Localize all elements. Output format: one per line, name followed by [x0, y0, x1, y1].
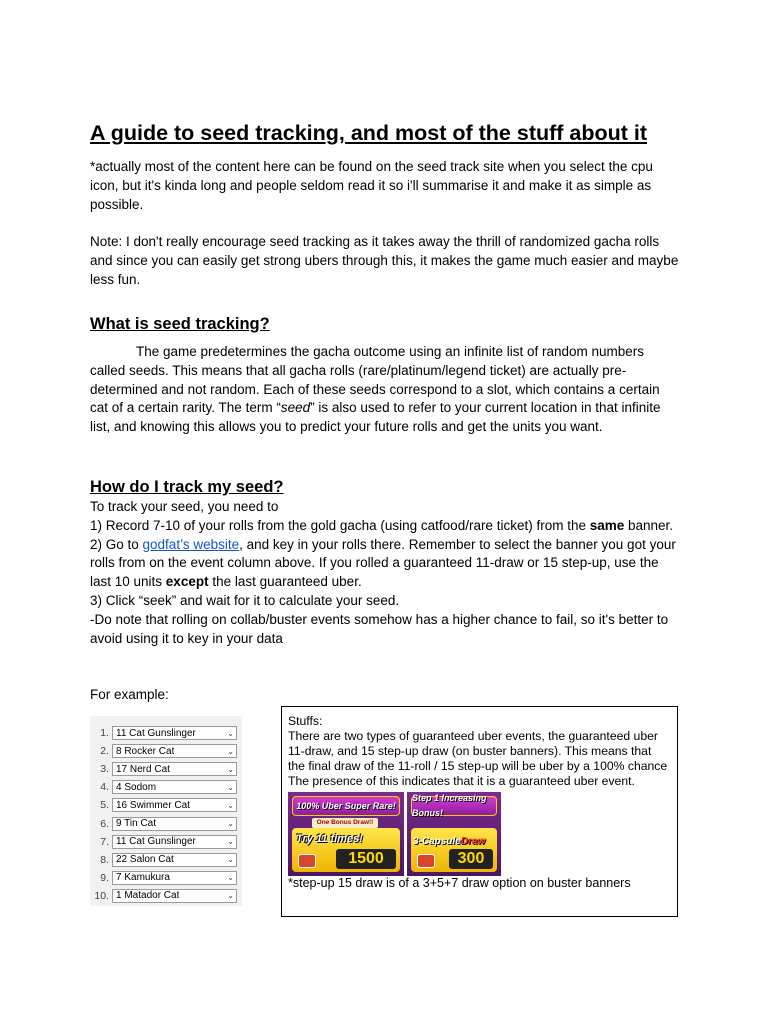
roll-dropdown-value: 22 Salon Cat: [116, 854, 174, 866]
roll-number: 7.: [100, 835, 109, 848]
roll-list: [90, 716, 242, 906]
step-1-text: 1) Record 7-10 of your rolls from the gold gacha (using catfood/rare ticket) from the: [90, 517, 590, 533]
chevron-updown-icon: ⌄: [227, 782, 234, 792]
chevron-updown-icon: ⌄: [227, 764, 234, 774]
how-steps: [90, 498, 680, 648]
roll-dropdown-value: 1 Matador Cat: [116, 890, 180, 902]
roll-row: [90, 796, 242, 814]
what-text-2: ” is also used to refer to your current location in that infinite list, and knowing this allows you to predict your future rolls and get the units you want.: [90, 400, 661, 435]
ticket-icon: [417, 854, 435, 868]
roll-row: [90, 760, 242, 778]
chevron-updown-icon: ⌄: [227, 891, 234, 901]
what-text-1: The game predetermines the gacha outcome using an infinite list of random numbers called seeds. This means that all gacha rolls (rare/platinum/legend ticket) are actually pre-determined and not random. Each of these seeds correspond to a slot, which contains a certain cat of a certain rarity. The term “: [90, 344, 660, 416]
capsule-label: 3-Capsule: [413, 836, 461, 847]
step-1: [90, 517, 680, 536]
roll-row: [90, 742, 242, 760]
example-label: For example:: [90, 687, 169, 702]
roll-dropdown-value: 17 Nerd Cat: [116, 763, 170, 775]
roll-number: 2.: [100, 745, 109, 758]
try-text: Try 11 times!: [296, 833, 363, 845]
step-3: 3) Click “seek” and wait for it to calculate your seed.: [90, 592, 400, 608]
page-title: A guide to seed tracking, and most of the stuff about it: [90, 121, 648, 145]
roll-row: [90, 869, 242, 887]
step-up-footnote: *step-up 15 draw is of a 3+5+7 draw option on buster banners: [288, 876, 631, 890]
seed-term: seed: [280, 400, 311, 416]
chevron-updown-icon: ⌄: [227, 837, 234, 847]
roll-row: [90, 724, 242, 742]
roll-dropdown-value: 8 Rocker Cat: [116, 745, 175, 757]
chevron-updown-icon: ⌄: [227, 819, 234, 829]
stuffs-paragraph-1: There are two types of guaranteed uber events, the guaranteed uber 11-draw, and 15 step-up draw (on buster banners). This means that the final draw of the 11-roll / 15 step-up will be uber by a 100% chance: [288, 729, 668, 773]
roll-dropdown-value: 16 Swimmer Cat: [116, 799, 190, 811]
roll-row: [90, 778, 242, 796]
step-note: -Do note that rolling on collab/buster events somehow has a higher chance to fail, so it's better to avoid using it to key in your data: [90, 611, 669, 646]
step-1-bold: same: [589, 517, 625, 533]
intro-paragraph: *actually most of the content here can be found on the seed track site when you select the cpu icon, but it's kinda long and people seldom read it so i'll summarise it and make it as simple as possible.: [90, 159, 653, 212]
roll-dropdown[interactable]: [112, 835, 237, 849]
roll-number: 9.: [100, 871, 109, 884]
section-heading-what: What is seed tracking?: [90, 315, 270, 333]
step-1-end: banner.: [624, 517, 674, 533]
roll-row: [90, 887, 242, 905]
step-2-mid: , and key in your rolls there. Remember to select the banner you got your rolls from on the event column above. If you rolled a guaranteed 11-draw or 15 step-up, use the last 10 units: [90, 536, 676, 590]
roll-number: 10.: [94, 889, 109, 902]
roll-row: [90, 814, 242, 832]
roll-dropdown[interactable]: [112, 780, 237, 794]
how-intro-line: To track your seed, you need to: [90, 499, 279, 514]
chevron-updown-icon: ⌄: [227, 873, 234, 883]
step-2-bold: except: [165, 574, 209, 590]
capsule-text: [413, 834, 485, 849]
roll-dropdown-value: 9 Tin Cat: [116, 818, 157, 830]
step-2-text: 2) Go to: [90, 536, 143, 552]
roll-dropdown[interactable]: [112, 798, 237, 812]
step-up-banner-image: [407, 792, 501, 876]
chevron-updown-icon: ⌄: [227, 855, 234, 865]
step-2: [90, 536, 680, 592]
what-is-seed-paragraph: [90, 343, 680, 437]
step-badge: Step 1 Increasing Bonus!: [411, 796, 497, 816]
chevron-updown-icon: ⌄: [227, 728, 234, 738]
roll-dropdown-value: 11 Cat Gunslinger: [116, 727, 196, 739]
roll-number: 3.: [100, 763, 109, 776]
cost-label: 1500: [336, 849, 396, 869]
roll-dropdown[interactable]: [112, 889, 237, 903]
roll-dropdown[interactable]: [112, 853, 237, 867]
roll-dropdown[interactable]: [112, 817, 237, 831]
roll-number: 1.: [100, 727, 109, 740]
section-heading-how: How do I track my seed?: [90, 478, 284, 496]
bonus-ribbon: One Bonus Draw!!: [312, 818, 378, 828]
ticket-icon: [298, 854, 316, 868]
roll-dropdown[interactable]: [112, 871, 237, 885]
roll-number: 4.: [100, 781, 109, 794]
stuffs-paragraph-2: The presence of this indicates that it is a guaranteed uber event.: [288, 774, 635, 788]
roll-number: 8.: [100, 853, 109, 866]
roll-dropdown-value: 4 Sodom: [116, 781, 157, 793]
chevron-updown-icon: ⌄: [227, 800, 234, 810]
roll-dropdown[interactable]: [112, 744, 237, 758]
roll-number: 5.: [100, 799, 109, 812]
step-2-end: the last guaranteed uber.: [208, 574, 362, 590]
chevron-updown-icon: ⌄: [227, 746, 234, 756]
roll-dropdown[interactable]: [112, 726, 237, 740]
roll-dropdown[interactable]: [112, 762, 237, 776]
guaranteed-uber-banner-image: [288, 792, 404, 876]
stuffs-title: Stuffs:: [288, 714, 323, 728]
cost-label: 300: [449, 849, 493, 869]
banner-images: [288, 792, 671, 876]
roll-row: [90, 851, 242, 869]
capsule-draw: Draw: [460, 836, 486, 847]
note-paragraph: Note: I don't really encourage seed tracking as it takes away the thrill of randomized gacha rolls and since you can easily get strong ubers through this, it makes the game much easier and maybe less fun.: [90, 234, 679, 287]
stuffs-box: [281, 706, 678, 917]
uber-badge: 100% Uber Super Rare!: [292, 796, 400, 816]
roll-dropdown-value: 7 Kamukura: [116, 872, 170, 884]
roll-number: 6.: [100, 817, 109, 830]
godfat-website-link[interactable]: godfat’s website: [142, 536, 240, 552]
roll-dropdown-value: 11 Cat Gunslinger: [116, 836, 196, 848]
roll-row: [90, 833, 242, 851]
